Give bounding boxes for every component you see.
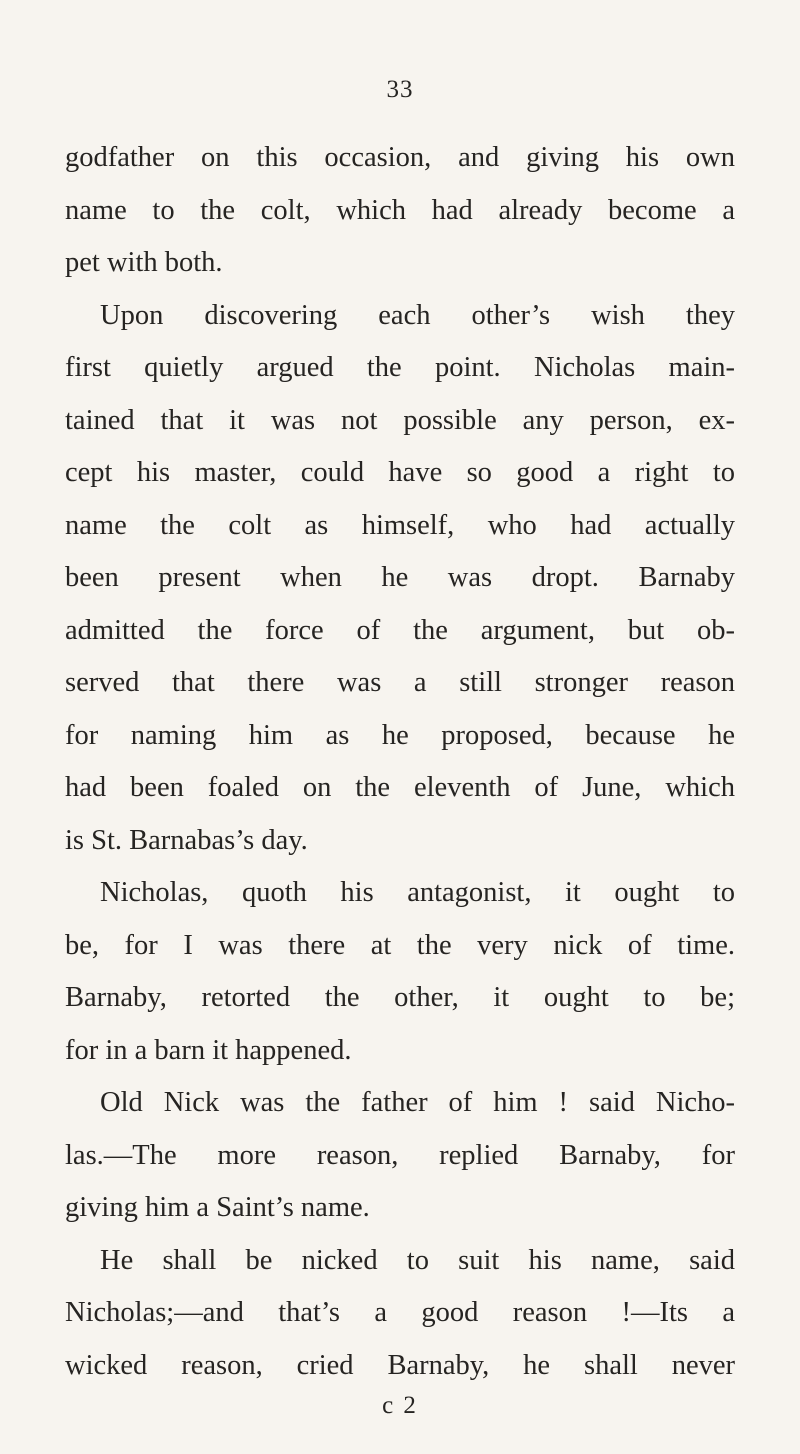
page-number: 33 xyxy=(386,76,414,103)
text-line: Nicholas;—and that’s a good reason !—Its a xyxy=(65,1297,735,1328)
body-text xyxy=(65,132,735,1392)
text-line: las.—The more reason, replied Barnaby, for xyxy=(65,1139,735,1171)
text-line: Upon discovering each other’s wish they xyxy=(100,299,735,331)
text-line: admitted the force of the argument, but ob- xyxy=(65,614,735,646)
text-line: pet with both. xyxy=(65,247,223,278)
text-line: had been foaled on the eleventh of June, which xyxy=(65,772,735,803)
text-line: been present when he was dropt. Barnaby xyxy=(65,562,735,593)
text-line: is St. Barnabas’s day. xyxy=(65,824,308,856)
text-line: wicked reason, cried Barnaby, he shall never xyxy=(65,1349,735,1381)
text-line: be, for I was there at the very nick of time. xyxy=(65,929,735,961)
signature-mark: c 2 xyxy=(382,1392,418,1419)
text-line: name the colt as himself, who had actually xyxy=(65,509,735,541)
text-line: first quietly argued the point. Nicholas main- xyxy=(65,352,735,383)
text-line: cept his master, could have so good a right to xyxy=(65,457,735,488)
text-line: godfather on this occasion, and giving his own xyxy=(65,142,735,173)
text-line: for in a barn it happened. xyxy=(65,1034,352,1066)
text-line: for naming him as he proposed, because he xyxy=(65,719,735,751)
text-line: Barnaby, retorted the other, it ought to be; xyxy=(65,982,735,1013)
text-line: He shall be nicked to suit his name, said xyxy=(100,1244,735,1276)
text-line: Nicholas, quoth his antagonist, it ought to xyxy=(100,877,735,908)
text-line: served that there was a still stronger reason xyxy=(65,667,735,698)
text-line: name to the colt, which had already become a xyxy=(65,194,735,226)
text-line: giving him a Saint’s name. xyxy=(65,1192,370,1223)
text-line: tained that it was not possible any person, ex- xyxy=(65,404,735,436)
text-line: Old Nick was the father of him ! said Nicho- xyxy=(100,1087,735,1118)
